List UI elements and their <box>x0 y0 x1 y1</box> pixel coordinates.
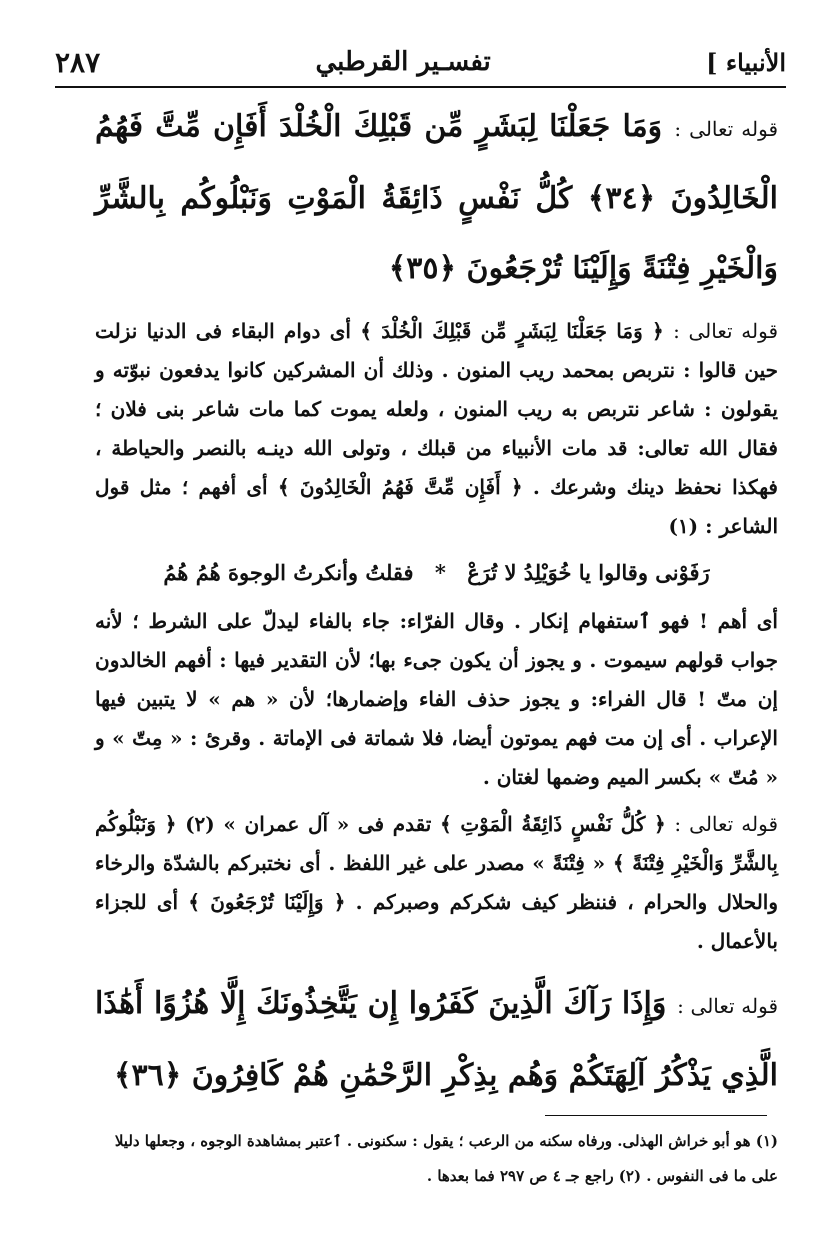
verse-lead: قوله تعالى : <box>677 994 779 1018</box>
paragraph-lead: قوله تعالى : <box>673 319 778 343</box>
surah-name: الأنبياء ] <box>706 47 786 77</box>
footnote-divider <box>545 1115 767 1116</box>
footnotes <box>95 1124 778 1194</box>
quran-verse-block <box>95 969 778 1111</box>
verse-lead: قوله تعالى : <box>674 117 779 141</box>
verse-text: وَمَا جَعَلْنَا لِبَشَرٍ مِّن قَبْلِكَ الْخُلْدَ أَفَإِن مِّتَّ فَهُمُ الْخَالِدُونَ ﴿٣٤﴾ كُلُّ نَفْسٍ ذَائِقَةُ الْمَوْتِ وَنَبْلُوكُم بِالشَّرِّ وَالْخَيْرِ فِتْنَةً وَإِلَيْنَا تُرْجَعُونَ ﴿٣٥﴾ <box>95 109 778 286</box>
verse-text: وَإِذَا رَآكَ الَّذِينَ كَفَرُوا إِن يَتَّخِذُونَكَ إِلَّا هُزُوًا أَهَٰذَا الَّذِي يَذْكُرُ آلِهَتَكُمْ وَهُم بِذِكْرِ الرَّحْمَٰنِ هُمْ كَافِرُونَ ﴿٣٦﴾ <box>95 986 778 1093</box>
paragraph-lead: قوله تعالى : <box>674 812 778 836</box>
poem-separator: * <box>434 560 446 585</box>
paragraph-text: ﴿ كُلُّ نَفْسٍ ذَائِقَةُ الْمَوْتِ ﴾ تقدم فى « آل عمران » (٢) ﴿ وَنَبْلُوكُم بِالشَّرِّ وَالْخَيْرِ فِتْنَةً ﴾ « فِتْنَةً » مصدر على غير اللفظ . أى نختبركم بالشدّة والرخاء والحلال والحرام ، فننظر كيف شكركم وصبركم . ﴿ وَإِلَيْنَا تُرْجَعُونَ ﴾ أى للجزاء بالأعمال . <box>95 812 778 953</box>
commentary-paragraph <box>95 602 778 797</box>
commentary-paragraph <box>95 312 778 546</box>
page-body <box>95 92 778 1119</box>
paragraph-text: ﴿ وَمَا جَعَلْنَا لِبَشَرٍ مِّن قَبْلِكَ الْخُلْدَ ﴾ أى دوام البقاء فى الدنيا نزلت حين قالوا : نتربص بمحمد ريب المنون . وذلك أن المشركين كانوا يدفعون نبوّته و يقولون : شاعر نتربص به ريب المنون ، ولعله يموت كما مات شاعر بنى فلان ؛ فقال الله تعالى: قد مات الأنبياء من قبلك ، وتولى الله دينـه بالنصر والحياطة ، فهكذا نحفظ دينك وشرعك . ﴿ أَفَإِن مِّتَّ فَهُمُ الْخَالِدُونَ ﴾ أى أفهم ؛ مثل قول الشاعر : (١) <box>95 319 778 538</box>
page-number: ٢٨٧ <box>55 45 101 79</box>
footnote-line: (١) هو أبو خراش الهذلى. ورفاه سكنه من الرعب ؛ يقول : سكنونى . ٱعتبر بمشاهدة الوجوه ، وجعلها دليلا <box>114 1132 778 1150</box>
footnote-line: على ما فى النفوس . (٢) راجع جـ ٤ ص ٢٩٧ فما بعدها . <box>426 1167 778 1185</box>
poem-hemistich-2: فقلتُ وأنكرتُ الوجوهَ هُمُ هُمُ <box>163 560 414 585</box>
paragraph-text: أى أهم ! فهو ٱستفهام إنكار . وقال الفرّاء: جاء بالفاء ليدلّ على الشرط ؛ لأنه جواب قولهم سيموت . و يجوز أن يكون جىء بها؛ لأن التقدير فيها : أفهم الخالدون إن متّ ! قال الفراء: و يجوز حذف الفاء وإضمارها؛ لأن « هم » لا يتبين فيها الإعراب . أى إن مت فهم يموتون أيضا، فلا شماتة فى الإماتة . وقرئ : « مِتّ » و « مُتّ » بكسر الميم وضمها لغتان . <box>95 609 778 789</box>
quran-verse-block <box>95 92 778 304</box>
poem-hemistich-1: رَفَوْنى وقالوا يا خُوَيْلِدُ لا تُرَعْ <box>467 560 710 585</box>
book-title: تفسـير القرطبي <box>315 47 491 77</box>
page-header <box>55 38 786 88</box>
poem-line <box>95 554 778 592</box>
commentary-paragraph <box>95 805 778 961</box>
